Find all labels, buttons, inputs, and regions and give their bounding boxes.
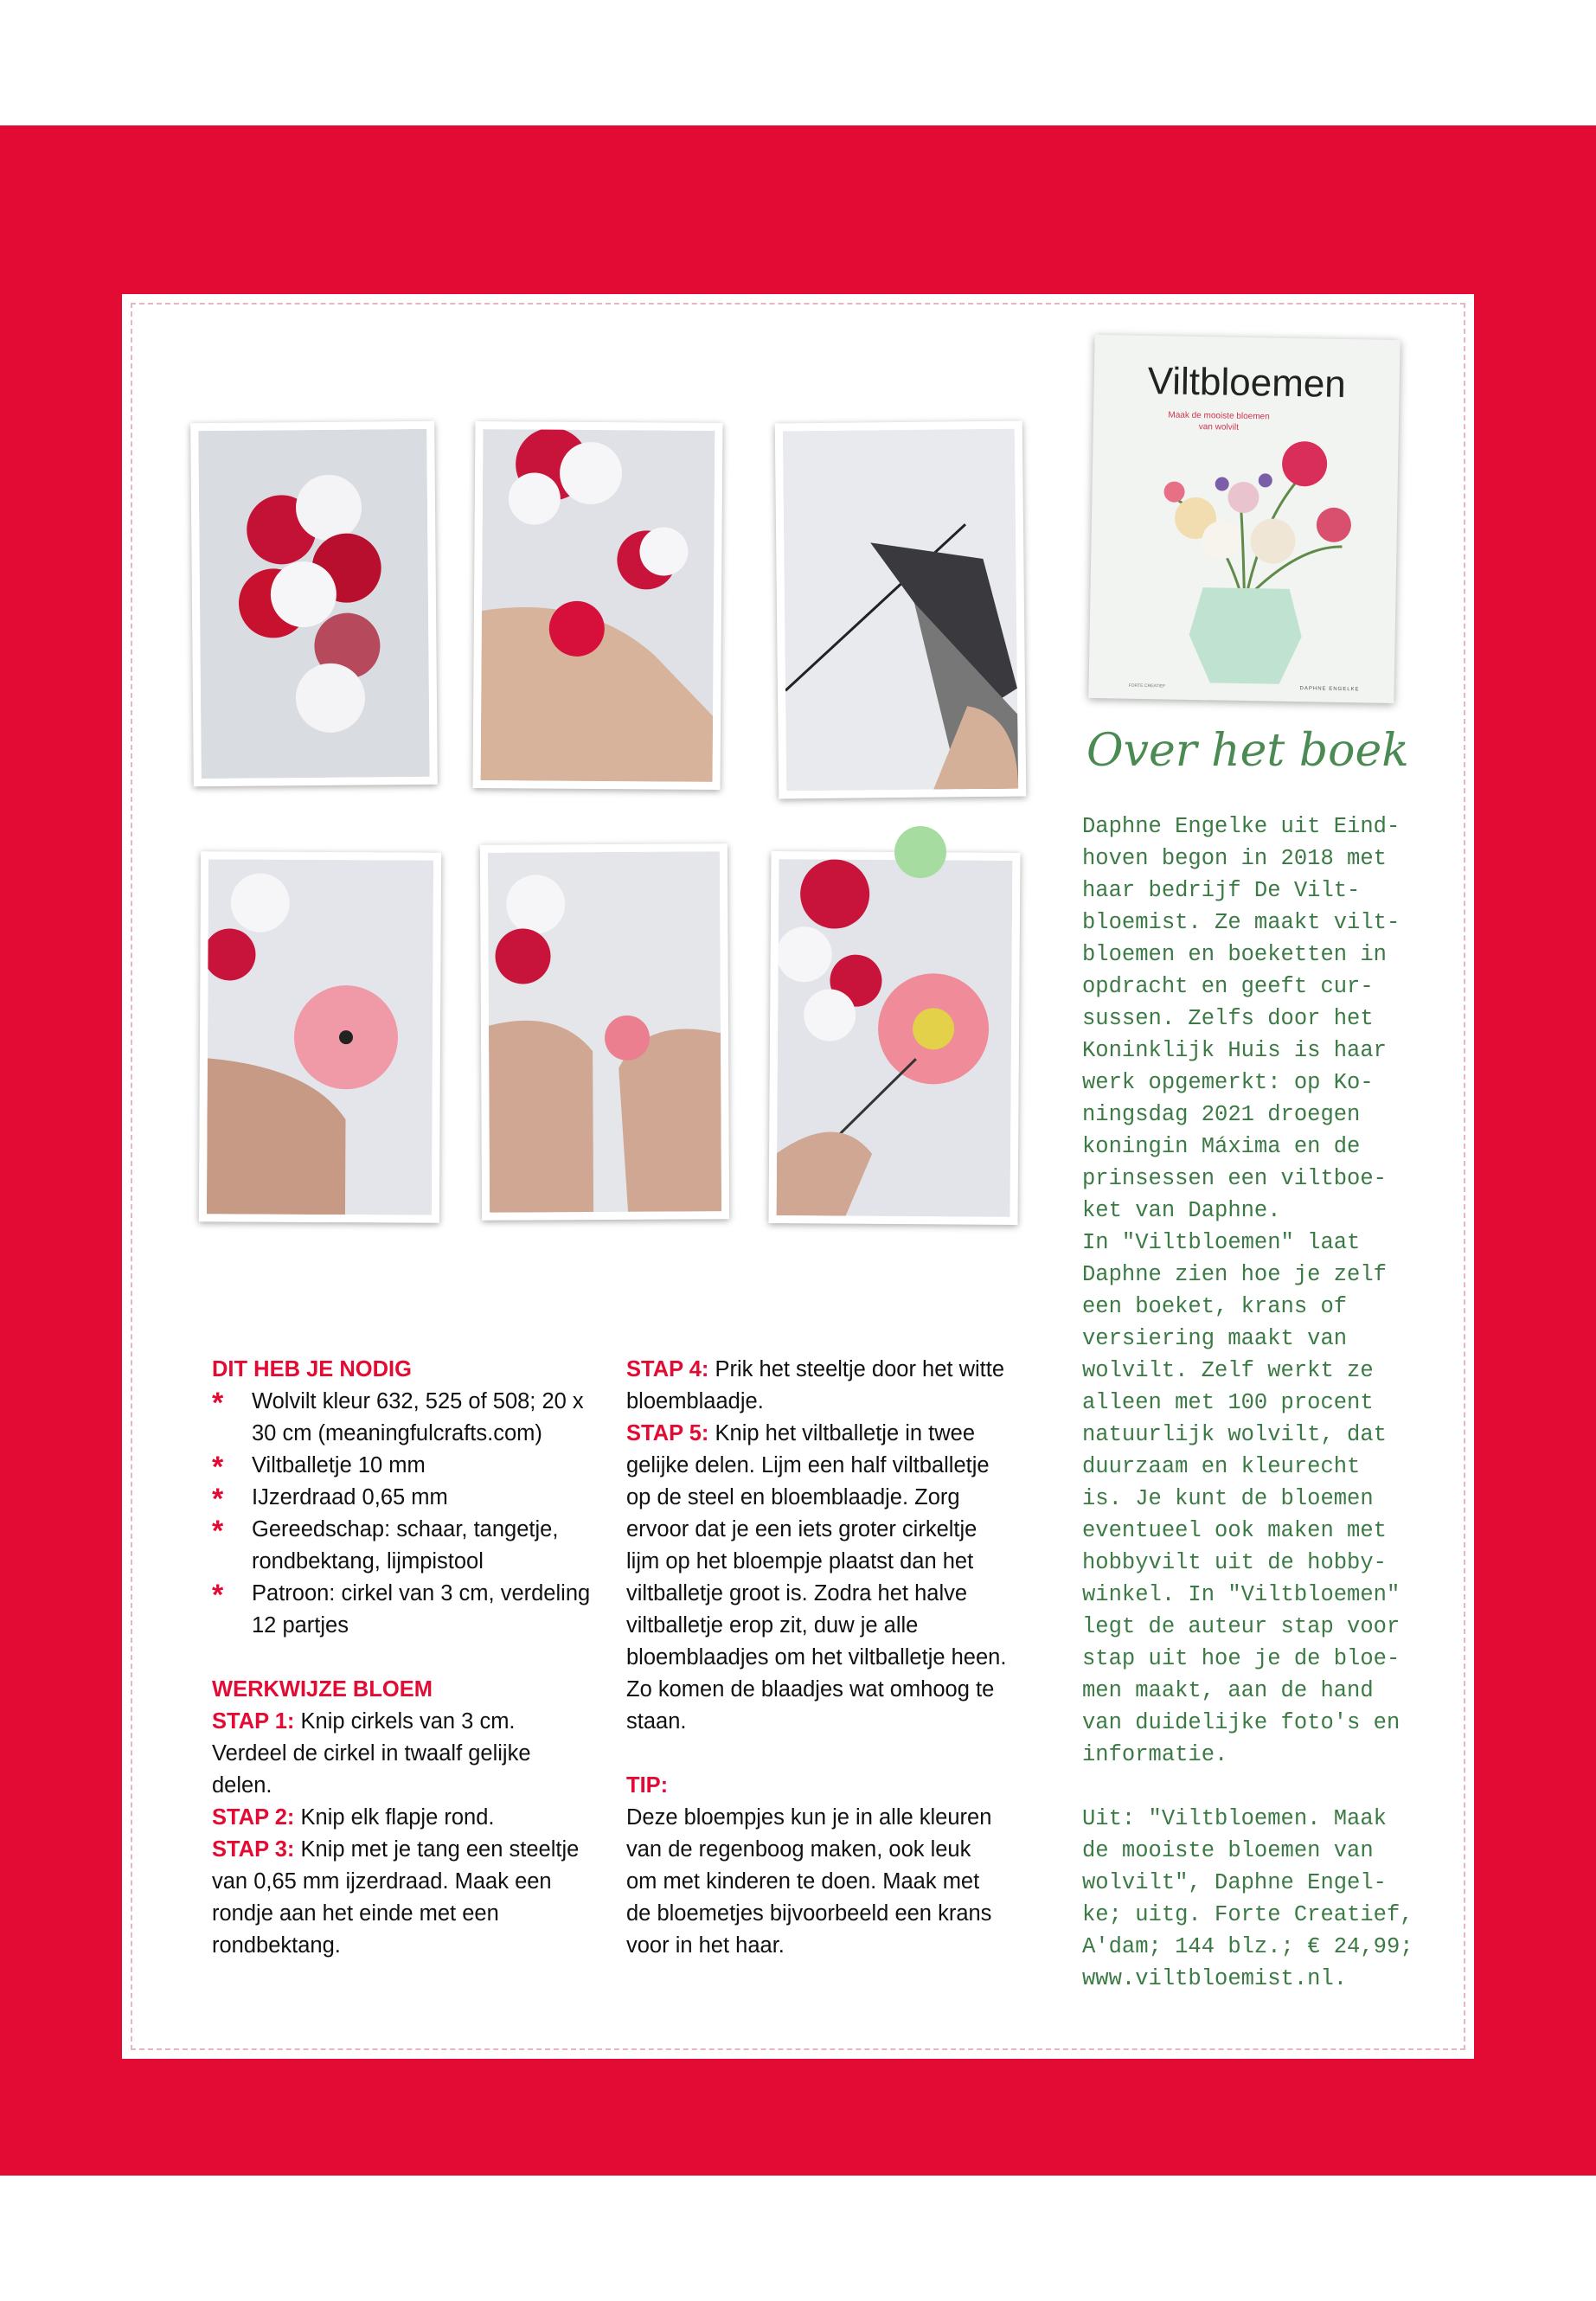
photo-finished-flower: [769, 851, 1021, 1225]
book-title: Viltbloemen: [1147, 360, 1347, 407]
instructions-column-1: [212, 1354, 593, 1962]
about-body: [1082, 811, 1428, 1995]
needs-list: [212, 1386, 593, 1642]
tip-heading: TIP:: [626, 1773, 669, 1798]
photo-scalloped-petals: [473, 421, 723, 790]
decorative-green-dot: [894, 826, 946, 878]
needs-heading: DIT HEB JE NODIG: [212, 1357, 412, 1381]
book-publisher: FORTE CREATIEF: [1128, 683, 1166, 689]
bullet-icon: *: [212, 1515, 224, 1548]
bullet-icon: *: [212, 1483, 224, 1516]
list-item: * Gereedschap: schaar, tangetje, rondbektang, lijmpistool: [212, 1515, 559, 1574]
step-2: STAP 2: Knip elk flapje rond.: [212, 1805, 495, 1830]
book-author: DAPHNE ENGELKE: [1299, 686, 1360, 693]
tip-text: Deze bloempjes kun je in alle kleuren van de regenboog maken, ook leuk om met kinderen te doen. Maak met de bloemetjes bijvoorbeeld een krans voor in het haar.: [626, 1805, 992, 1958]
about-source: Uit: "Viltbloemen. Maak de mooiste bloemen van wolvilt", Daphne Engel- ke; uitg. Forte Creatief, A'dam; 144 blz.; € 24,99; www.viltbloemist.nl.: [1082, 1806, 1413, 1991]
list-item: * Wolvilt kleur 632, 525 of 508; 20 x 30 cm (meaningfulcrafts.com): [212, 1387, 584, 1445]
bullet-icon: *: [212, 1579, 224, 1612]
step-3: STAP 3: Knip met je tang een steeltje van 0,65 mm ijzerdraad. Maak een rondje aan het einde met een rondbektang.: [212, 1837, 580, 1958]
bullet-icon: *: [212, 1451, 224, 1484]
photo-folding-petals: [480, 843, 729, 1220]
instructions-column-2: [626, 1354, 1007, 1962]
photo-pliers-wire: [775, 421, 1027, 799]
about-text: Daphne Engelke uit Eind- hoven begon in 2018 met haar bedrijf De Vilt- bloemist. Ze maakt vilt- bloemen en boeketten in opdracht en geeft cur- sussen. Zelfs door het Koninklijk Huis is haar werk opgemerkt: op Ko- ningsdag 2021 droegen koningin Máxima en de prinsessen een viltboe- ket van Daphne. In "Viltbloemen" laat Daphne zien hoe je zelf een boeket, krans of versiering maakt van wolvilt. Zelf werkt ze alleen met 100 procent natuurlijk wolvilt, dat duurzaam en kleurecht is. Je kunt de bloemen eventueel ook maken met hobbyvilt uit de hobby- winkel. In "Viltbloemen" legt de auteur stap voor stap uit hoe je de bloe- men maakt, aan de hand van duidelijke foto's en informatie.: [1082, 814, 1401, 1767]
step-5: STAP 5: Knip het viltballetje in twee gelijke delen. Lijm een half viltballetje op de steel en bloemblaadje. Zorg ervoor dat je een iets groter cirkeltje lijm op het bloempje plaatst dan het viltballetje groot is. Zodra het halve viltballetje erop zit, duw je alle bloemblaadjes om het viltballetje heen. Zo komen de blaadjes wat omhoog te staan.: [626, 1421, 1007, 1734]
list-item: * Patroon: cirkel van 3 cm, verdeling 12 partjes: [212, 1579, 591, 1638]
photo-pink-flower: [199, 851, 441, 1222]
method-heading: WERKWIJZE BLOEM: [212, 1677, 433, 1702]
step-1: STAP 1: Knip cirkels van 3 cm. Verdeel de cirkel in twaalf gelijke delen.: [212, 1709, 531, 1798]
list-item: * IJzerdraad 0,65 mm: [212, 1483, 448, 1516]
about-heading: Over het boek: [1086, 725, 1409, 777]
book-subtitle: Maak de mooiste bloemen van wolvilt: [1168, 410, 1270, 433]
photo-felt-circles: [190, 421, 438, 786]
step-4: STAP 4: Prik het steeltje door het witte bloemblaadje.: [626, 1357, 1005, 1413]
bullet-icon: *: [212, 1387, 224, 1420]
list-item: * Viltballetje 10 mm: [212, 1451, 426, 1484]
book-cover: [1088, 335, 1400, 703]
